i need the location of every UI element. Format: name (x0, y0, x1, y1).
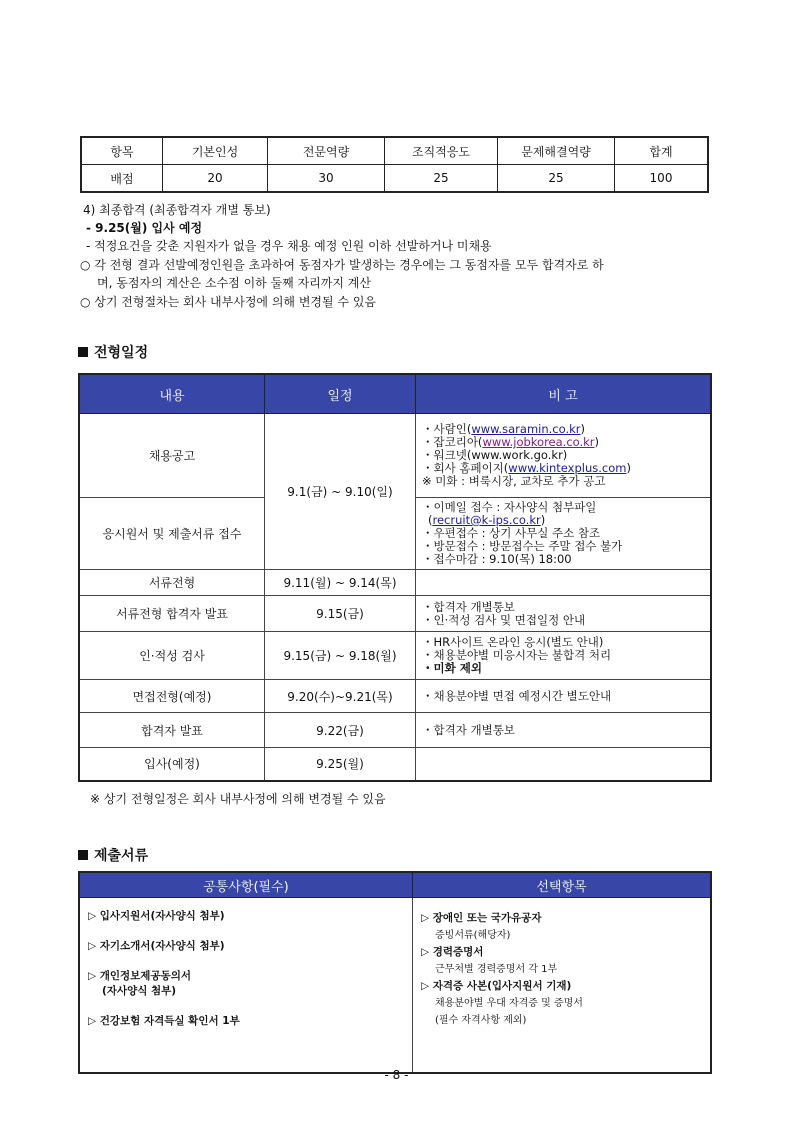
list-item: 증빙서류(해당자) (435, 930, 511, 941)
note-line: ・사람인(www.saramin.co.kr) (422, 422, 585, 436)
table-row (79, 632, 711, 680)
score-cell: 25 (498, 165, 615, 193)
note-line: (recruit@k-ips.co.kr) (428, 513, 546, 527)
page-number: - 8 - (384, 1068, 409, 1082)
recruit-email-link[interactable]: recruit@k-ips.co.kr (432, 513, 541, 527)
note-line: ・HR사이트 온라인 응시(별도 안내) (422, 635, 604, 649)
table-row (79, 570, 711, 596)
saramin-link[interactable]: www.saramin.co.kr (471, 422, 581, 436)
score-header: 기본인성 (163, 137, 268, 165)
note-line: ※ 미화 : 벼룩시장, 교차로 추가 공고 (422, 474, 606, 488)
schedule-header-row (79, 374, 711, 414)
aptitude-label: 인·적성 검사 (79, 632, 265, 680)
list-item: ▷ 자격증 사본(입사지원서 기재) (421, 980, 572, 992)
square-bullet-icon (78, 347, 88, 357)
interview-notes: ・채용분야별 면접 예정시간 별도안내 (416, 680, 712, 713)
schedule-header: 비 고 (416, 374, 712, 414)
join-notes (416, 748, 712, 781)
docs-header-row (79, 872, 711, 898)
schedule-footnote: ※ 상기 전형일정은 회사 내부사정에 의해 변경될 수 있음 (90, 792, 386, 806)
docs-header-optional: 선택항목 (413, 872, 712, 898)
posting-notes (416, 414, 712, 498)
tie-note-line1: ○ 각 전형 결과 선발예정인원을 초과하여 동점자가 발생하는 경우에는 그 동점자를 모두 합격자로 하 (80, 258, 604, 272)
note-line: ・채용분야별 미응시자는 불합격 처리 (422, 648, 612, 662)
jobkorea-link[interactable]: www.jobkorea.co.kr (482, 435, 595, 449)
score-cell: 100 (615, 165, 709, 193)
underfill-note: - 적정요건을 갖춘 지원자가 없을 경우 채용 예정 인원 이하 선발하거나 미채용 (86, 239, 492, 253)
note-line: ・잡코리아(www.jobkorea.co.kr) (422, 435, 600, 449)
note-line: ・회사 홈페이지(www.kintexplus.com) (422, 461, 631, 475)
final-date: 9.22(금) (265, 713, 416, 748)
doc-result-label: 서류전형 합격자 발표 (79, 596, 265, 632)
list-item: ▷ 개인정보제공동의서 (88, 970, 192, 982)
table-row (79, 680, 711, 713)
docs-header-common: 공통사항(필수) (79, 872, 413, 898)
table-row (79, 414, 711, 498)
process-change-note: ○ 상기 전형절차는 회사 내부사정에 의해 변경될 수 있음 (80, 295, 377, 309)
schedule-header: 일정 (265, 374, 416, 414)
list-item: 채용분야별 우대 자격증 및 증명서 (435, 998, 583, 1009)
docs-heading (78, 845, 148, 865)
docs-table (78, 871, 712, 1074)
doc-result-date: 9.15(금) (265, 596, 416, 632)
schedule-heading-text: 전형일정 (94, 345, 149, 361)
docs-heading-text: 제출서류 (94, 848, 149, 864)
note-line: ・인·적성 검사 및 면접일정 안내 (422, 612, 586, 627)
table-row (79, 596, 711, 632)
interview-date: 9.20(수)~9.21(목) (265, 680, 416, 713)
posting-period: 9.1(금) ~ 9.10(일) (265, 414, 416, 570)
join-date-note: - 9.25(월) 입사 예정 (86, 221, 203, 235)
final-notes: ・합격자 개별통보 (416, 713, 712, 748)
score-header: 합계 (615, 137, 709, 165)
note-line: ・워크넷(www.work.go.kr) (422, 448, 568, 462)
aptitude-date: 9.15(금) ~ 9.18(월) (265, 632, 416, 680)
interview-label: 면접전형(예정) (79, 680, 265, 713)
tie-note-line2: 며, 동점자의 계산은 소수점 이하 둘째 자리까지 계산 (97, 276, 371, 290)
kintexplus-link[interactable]: www.kintexplus.com (508, 461, 627, 475)
list-item: (필수 자격사항 제외) (435, 1015, 527, 1026)
list-item: (자사양식 첨부) (102, 985, 177, 997)
score-header: 항목 (81, 137, 163, 165)
schedule-table (78, 373, 712, 782)
list-item: ▷ 건강보험 자격득실 확인서 1부 (88, 1015, 240, 1027)
score-table (80, 136, 709, 193)
common-docs-cell (79, 898, 413, 1074)
list-item: ▷ 자기소개서(자사양식 첨부) (88, 940, 225, 952)
score-cell: 20 (163, 165, 268, 193)
optional-docs-cell (413, 898, 712, 1074)
join-label: 입사(예정) (79, 748, 265, 781)
doc-screen-notes (416, 570, 712, 596)
table-row (79, 748, 711, 781)
list-item: 근무처별 경력증명서 각 1부 (435, 964, 558, 975)
score-cell: 25 (385, 165, 498, 193)
posting-label: 채용공고 (79, 414, 265, 498)
list-item: ▷ 경력증명서 (421, 946, 484, 958)
score-header-row (81, 137, 708, 165)
score-cell: 배점 (81, 165, 163, 193)
final-pass-note: 4) 최종합격 (최종합격자 개별 통보) (83, 203, 271, 217)
aptitude-notes (416, 632, 712, 680)
note-line: ・방문접수 : 방문접수는 주말 접수 불가 (422, 539, 623, 553)
score-header: 조직적응도 (385, 137, 498, 165)
score-value-row (81, 165, 708, 193)
table-row (79, 713, 711, 748)
note-line: ・이메일 접수 : 자사양식 첨부파일 (422, 500, 597, 514)
score-header: 문제해결역량 (498, 137, 615, 165)
list-item: ▷ 입사지원서(자사양식 첨부) (88, 910, 225, 922)
score-header: 전문역량 (268, 137, 385, 165)
note-line: ・접수마감 : 9.10(목) 18:00 (422, 552, 572, 566)
note-line: ・미화 제외 (422, 661, 482, 675)
score-cell: 30 (268, 165, 385, 193)
apply-label: 응시원서 및 제출서류 접수 (79, 498, 265, 570)
note-line: ・합격자 개별통보 (422, 599, 515, 614)
doc-screen-date: 9.11(월) ~ 9.14(목) (265, 570, 416, 596)
doc-screen-label: 서류전형 (79, 570, 265, 596)
schedule-heading (78, 342, 148, 362)
square-bullet-icon (78, 850, 88, 860)
final-label: 합격자 발표 (79, 713, 265, 748)
doc-result-notes (416, 596, 712, 632)
list-item: ▷ 장애인 또는 국가유공자 (421, 912, 542, 924)
note-line: ・우편접수 : 상기 사무실 주소 참조 (422, 526, 601, 540)
schedule-header: 내용 (79, 374, 265, 414)
docs-body-row (79, 898, 711, 1074)
join-date: 9.25(월) (265, 748, 416, 781)
apply-notes (416, 498, 712, 570)
